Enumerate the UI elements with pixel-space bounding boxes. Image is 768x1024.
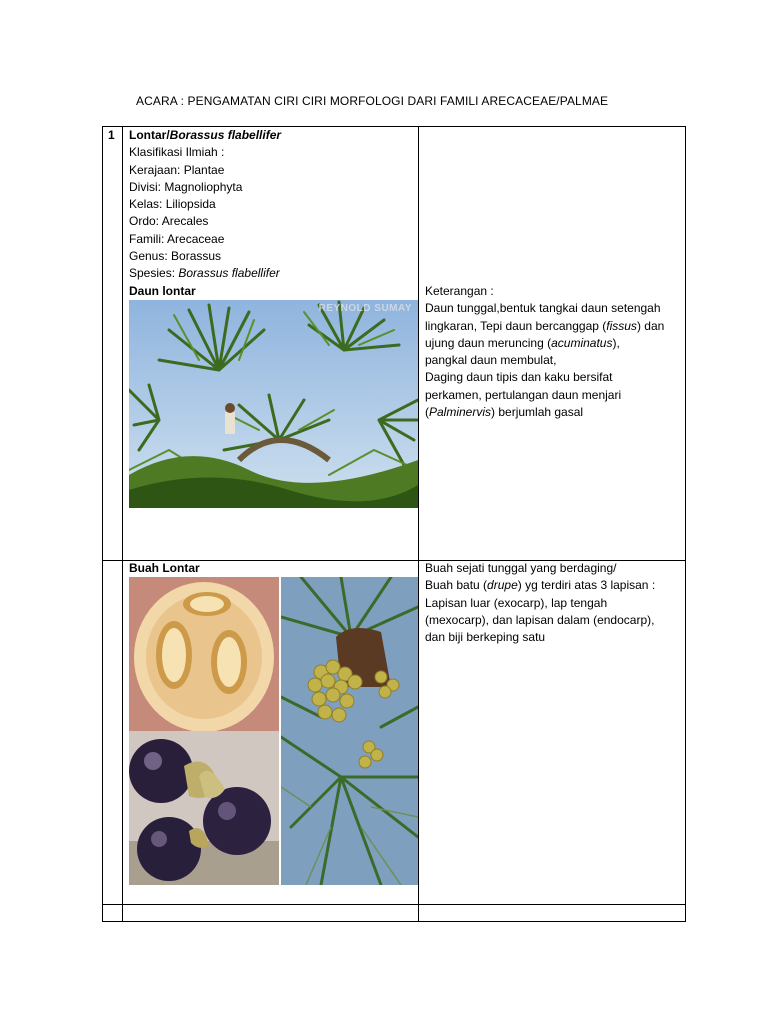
classification-order: Ordo: Arecales bbox=[129, 214, 209, 229]
palm-fruit-cluster-photo bbox=[281, 577, 418, 885]
classification-family: Famili: Arecaceae bbox=[129, 231, 225, 246]
fruit-cut-photo bbox=[129, 577, 279, 731]
row-number: 1 bbox=[108, 128, 115, 142]
leaf-subject-label: Daun lontar bbox=[129, 283, 196, 298]
column-divider-description bbox=[418, 126, 419, 922]
classification-block bbox=[129, 127, 415, 300]
classification-species: Spesies: Borassus flabellifer bbox=[129, 266, 280, 281]
classification-division: Divisi: Magnoliophyta bbox=[129, 179, 243, 194]
classification-kingdom: Kerajaan: Plantae bbox=[129, 162, 225, 177]
table-border-right bbox=[685, 126, 686, 922]
description-heading: Keterangan : bbox=[425, 284, 494, 298]
species-common-name: Lontar/ bbox=[129, 128, 170, 142]
page-title: ACARA : PENGAMATAN CIRI CIRI MORFOLOGI DARI FAMILI ARECACEAE/PALMAE bbox=[136, 94, 609, 108]
whole-fruit-photo bbox=[129, 731, 279, 885]
fruit-subject-label: Buah Lontar bbox=[129, 561, 200, 575]
table-border-left bbox=[102, 126, 103, 922]
leaf-description: Keterangan : Daun tunggal,bentuk tangkai daun setengah lingkaran, Tepi daun bercanggap (fissus) dan ujung daun meruncing (acuminatus), pangkal daun membulat, Daging daun tipis dan kaku bersifat perkamen, pertulangan daun menjari (Palminervis) berjumlah gasal bbox=[425, 283, 683, 421]
classification-class: Kelas: Liliopsida bbox=[129, 197, 216, 212]
fruit-description: Buah sejati tunggal yang berdaging/ Buah batu (drupe) yg terdiri atas 3 lapisan : Lapisan luar (exocarp), lap tengah (mexocarp), dan lapisan dalam (endocarp), dan biji berkeping satu bbox=[425, 561, 656, 645]
species-name bbox=[129, 127, 415, 144]
photo-watermark: REYNOLD SUMAY bbox=[318, 303, 412, 314]
classification-genus: Genus: Borassus bbox=[129, 249, 222, 264]
palm-leaf-photo bbox=[129, 300, 418, 508]
classification-heading: Klasifikasi Ilmiah : bbox=[129, 145, 225, 160]
table-border-bottom bbox=[102, 921, 686, 922]
column-divider-number bbox=[122, 126, 123, 922]
species-latin-name: Borassus flabellifer bbox=[169, 128, 282, 142]
row-divider-2 bbox=[102, 904, 686, 905]
